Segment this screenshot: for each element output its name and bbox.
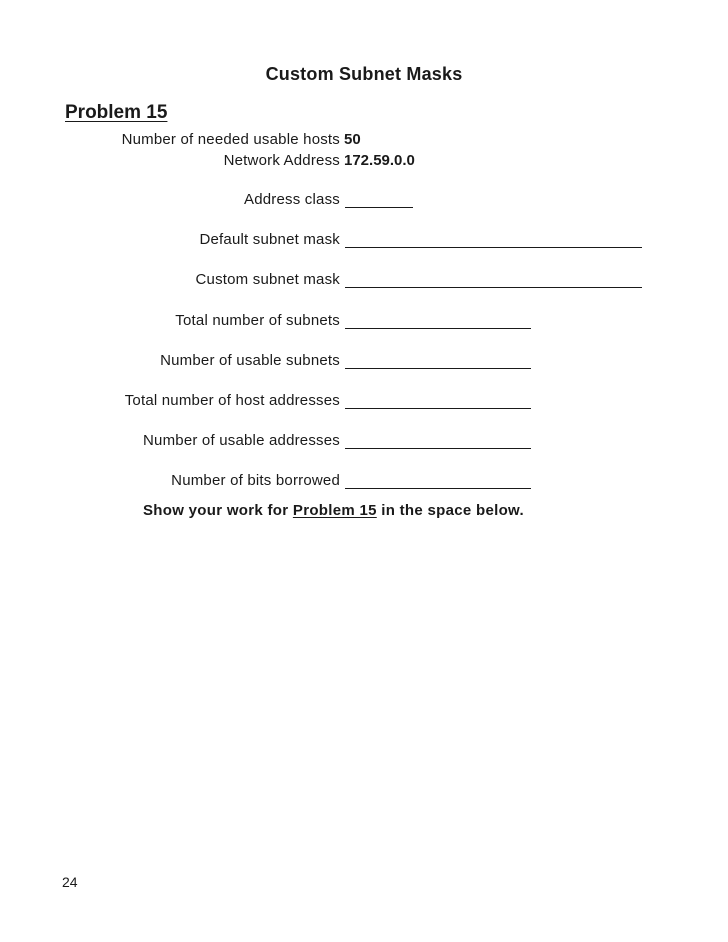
given-row-hosts bbox=[0, 131, 728, 153]
question-row-address-class bbox=[0, 191, 728, 213]
question-label: Custom subnet mask bbox=[195, 271, 340, 288]
page-title: Custom Subnet Masks bbox=[265, 64, 463, 84]
show-work-suffix: in the space below. bbox=[381, 502, 524, 519]
question-row-total-host-addresses bbox=[0, 392, 728, 414]
question-label: Number of bits borrowed bbox=[171, 472, 340, 489]
page-number: 24 bbox=[62, 874, 78, 890]
answer-blank[interactable] bbox=[345, 247, 642, 248]
show-work-problem-ref: Problem 15 bbox=[292, 502, 377, 519]
answer-blank[interactable] bbox=[345, 207, 413, 208]
question-row-total-subnets bbox=[0, 312, 728, 334]
question-label: Number of usable addresses bbox=[143, 432, 340, 449]
given-row-network-address bbox=[0, 152, 728, 174]
answer-blank[interactable] bbox=[345, 287, 642, 288]
problem-heading: Problem 15 bbox=[65, 102, 168, 123]
question-label: Total number of subnets bbox=[175, 312, 340, 329]
answer-blank[interactable] bbox=[345, 368, 531, 369]
answer-blank[interactable] bbox=[345, 328, 531, 329]
given-label: Network Address bbox=[223, 152, 340, 169]
question-row-usable-subnets bbox=[0, 352, 728, 374]
given-label: Number of needed usable hosts bbox=[121, 131, 340, 148]
question-row-usable-addresses bbox=[0, 432, 728, 454]
given-value: 50 bbox=[344, 131, 361, 148]
question-row-bits-borrowed bbox=[0, 472, 728, 494]
question-row-default-subnet-mask bbox=[0, 231, 728, 253]
answer-blank[interactable] bbox=[345, 408, 531, 409]
show-work-prefix: Show your work for bbox=[143, 502, 289, 519]
answer-blank[interactable] bbox=[345, 448, 531, 449]
question-label: Number of usable subnets bbox=[160, 352, 340, 369]
question-label: Address class bbox=[244, 191, 340, 208]
question-label: Total number of host addresses bbox=[124, 392, 340, 409]
answer-blank[interactable] bbox=[345, 488, 531, 489]
question-label: Default subnet mask bbox=[199, 231, 340, 248]
given-value: 172.59.0.0 bbox=[344, 152, 415, 169]
question-row-custom-subnet-mask bbox=[0, 271, 728, 293]
show-work-instruction bbox=[143, 502, 524, 519]
